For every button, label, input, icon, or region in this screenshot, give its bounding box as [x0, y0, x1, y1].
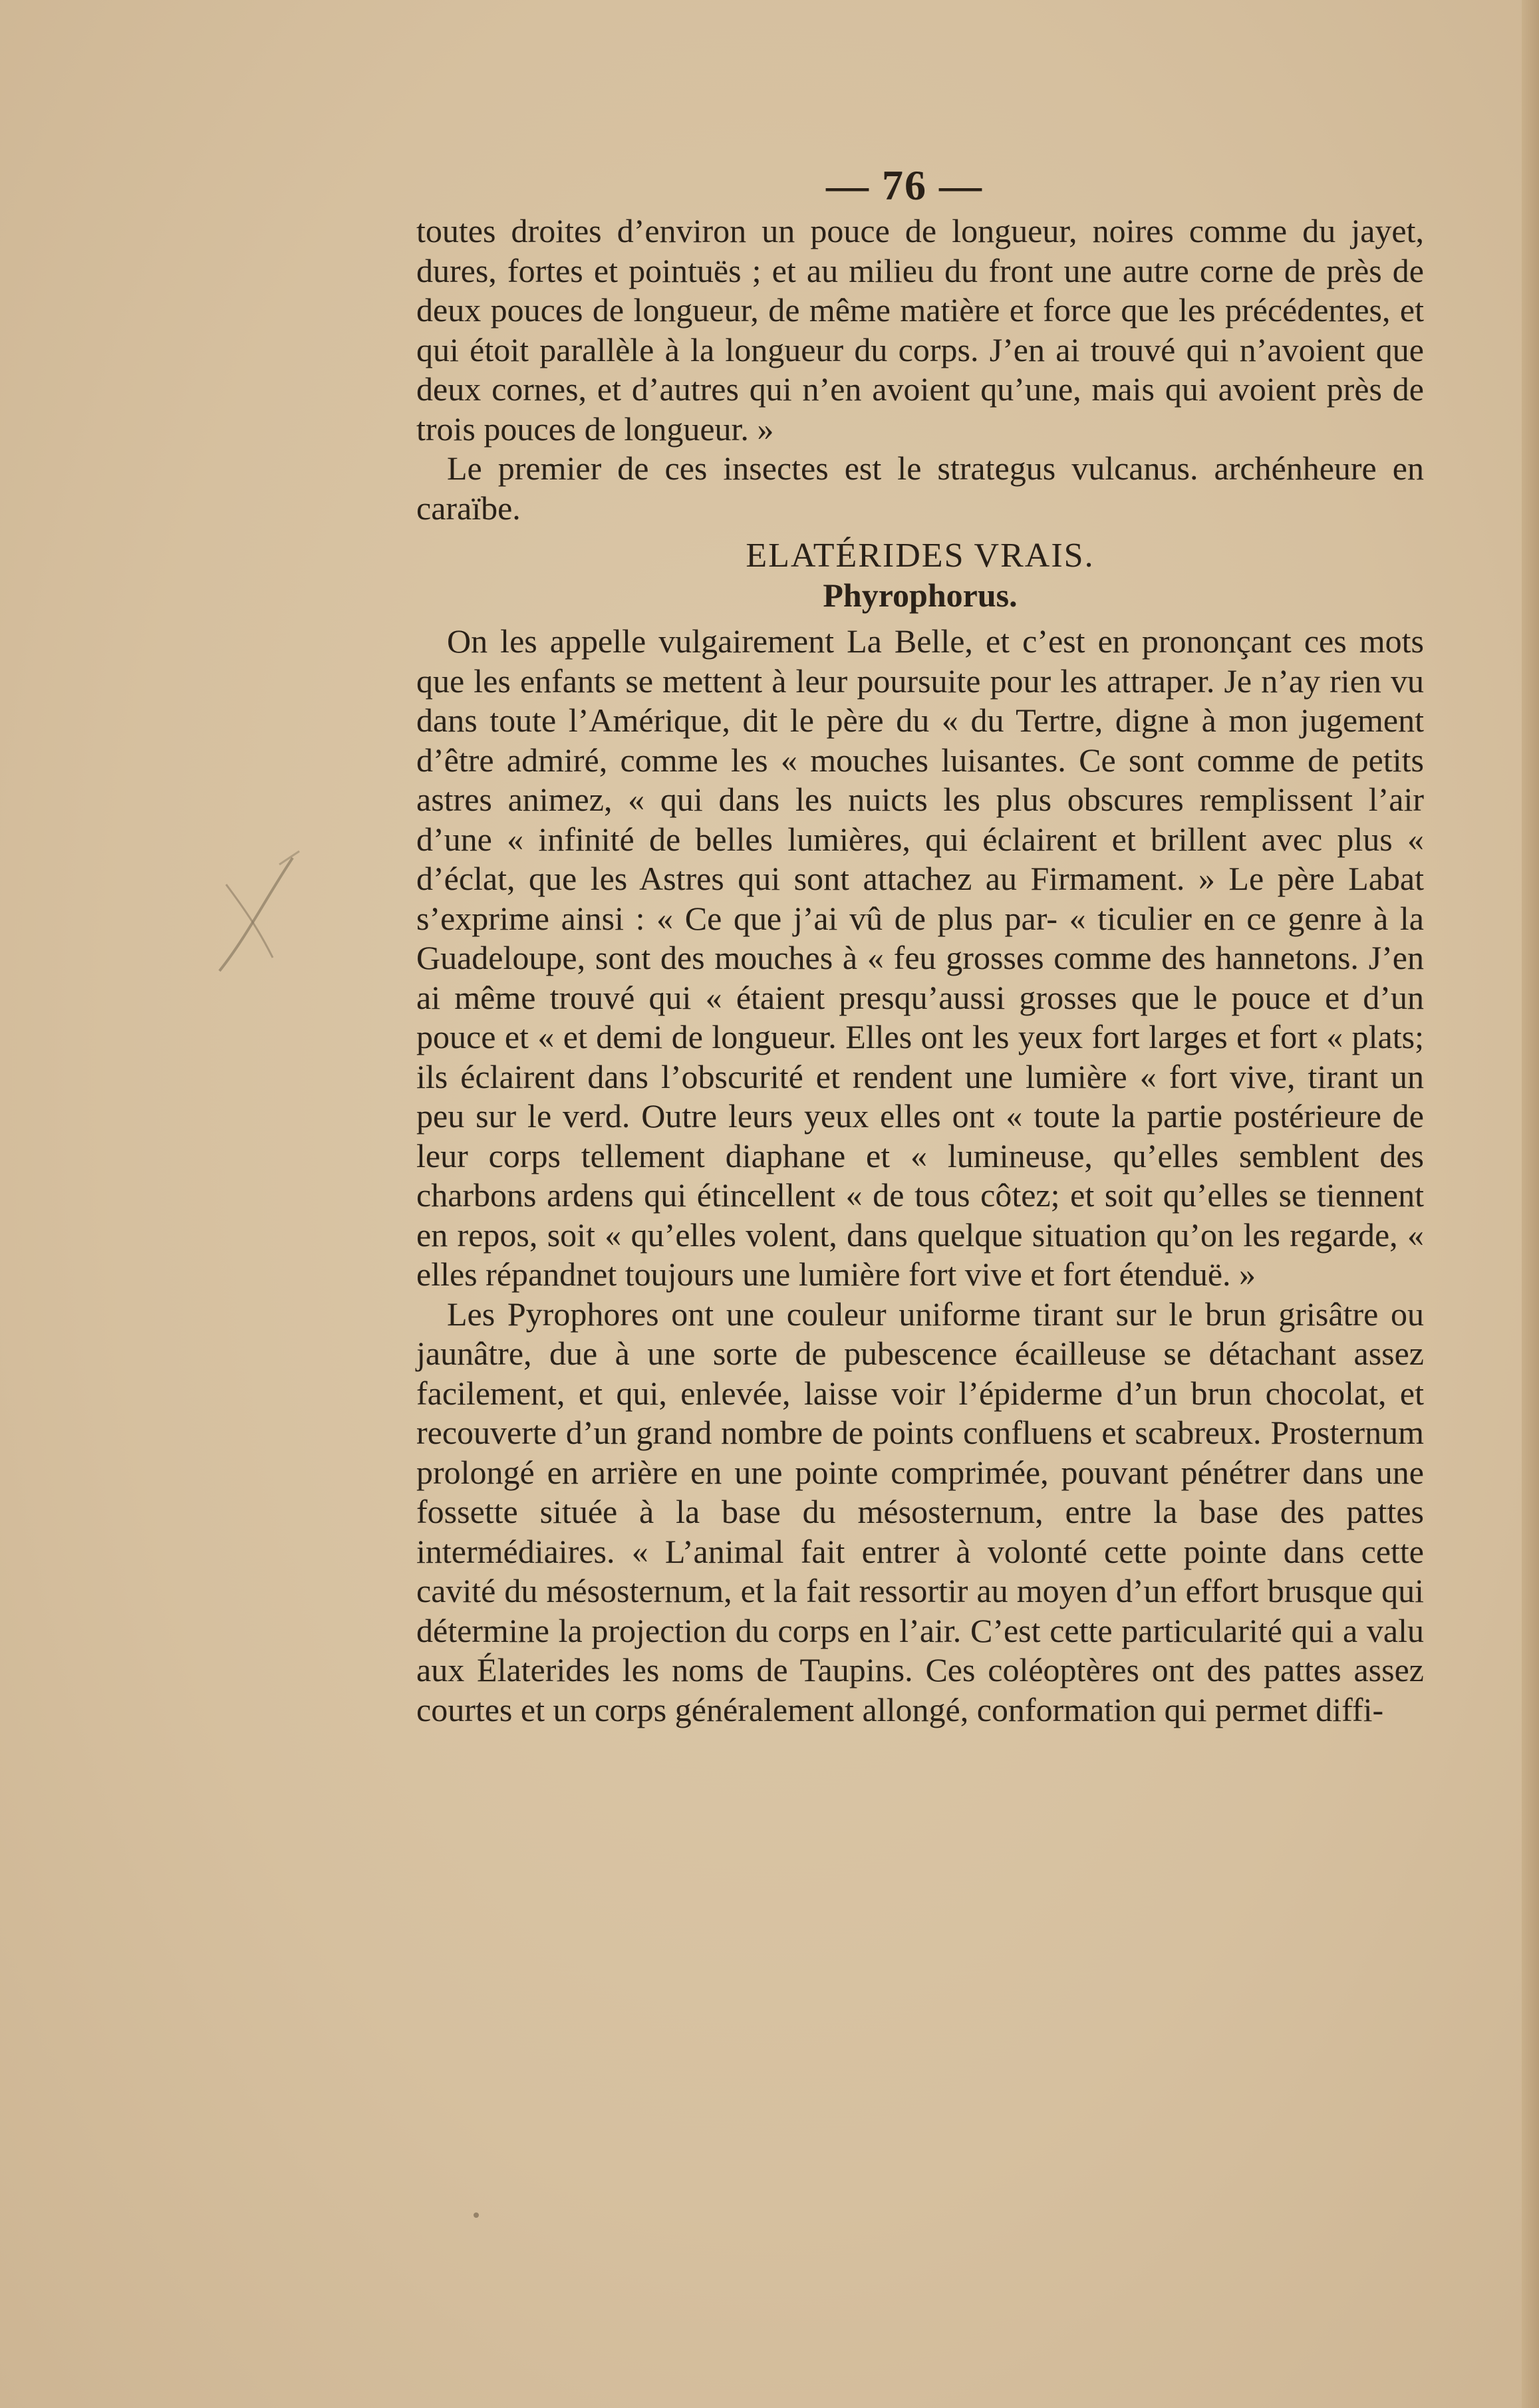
paragraph: Les Pyrophores ont une couleur uniforme tirant sur le brun grisâtre ou jaunâtre, due à une sorte de pubescence écailleuse se détachant assez facilement, et qui, enlevée, laisse voir l’épiderme d’un brun chocolat, et recouverte d’un grand nombre de points confluens et scabreux. Prosternum prolongé en arrière en une pointe comprimée, pouvant pénétrer dans une fossette située à la base du mésosternum, entre la base des pattes intermédiaires. « L’animal fait entrer à volonté cette pointe dans cette cavité du mésosternum, et la fait ressortir au moyen d’un effort brusque qui détermine la projection du corps en l’air. C’est cette particularité qui a valu aux Élaterides les noms de Taupins. Ces coléoptères ont des pattes assez courtes et un corps généralement allongé, conformation qui permet diffi-: [416, 1295, 1424, 1728]
section-heading: ELATÉRIDES VRAIS.: [746, 537, 1095, 575]
paragraph: On les appelle vulgairement La Belle, et c’est en prononçant ces mots que les enfants se mettent à leur poursuite pour les attraper. Je n’ay rien vu dans toute l’Amérique, dit le père du « du Tertre, digne à mon jugement d’être admiré, comme les « mouches luisantes. Ce sont comme de petits astres animez, « qui dans les nuicts les plus obscures remplissent l’air d’une « infinité de belles lumières, qui éclairent et brillent avec plus « d’éclat, que les Astres qui sont attachez au Firmament. » Le père Labat s’exprime ainsi : « Ce que j’ai vû de plus par- « ticulier en ce genre à la Guadeloupe, sont des mouches à « feu grosses comme des hannetons. J’en ai même trouvé qui « étaient presqu’aussi grosses que le pouce et d’un pouce et « et demi de longueur. Elles ont les yeux fort larges et fort « plats; ils éclairent dans l’obscurité et rendent une lumière « fort vive, tirant un peu sur le verd. Outre leurs yeux elles ont « toute la partie postérieure de leur corps tellement diaphane et « lumineuse, qu’elles semblent des charbons ardens qui étincellent « de tous côtez; et soit qu’elles se tiennent en repos, soit « qu’elles volent, dans quelque situation qu’on les regarde, « elles répandnet toujours une lumière fort vive et fort étenduë. »: [416, 622, 1424, 1293]
paragraph: toutes droites d’environ un pouce de longueur, noires comme du jayet, dures, fortes et pointuës ; et au milieu du front une autre corne de près de deux pouces de longueur, de même matière et force que les précédentes, et qui étoit parallèle à la longueur du corps. J’en ai trouvé qui n’avoient que deux cornes, et d’autres qui n’en avoient qu’une, mais qui avoient près de trois pouces de longueur. »: [416, 212, 1424, 448]
section-subheading: Phyrophorus.: [823, 576, 1018, 614]
paragraph: Le premier de ces insectes est le strategus vulcanus. archénheure en caraïbe.: [416, 450, 1424, 527]
body-text: [416, 211, 1424, 1730]
page-edge-shadow: [1522, 0, 1539, 2408]
page-number: — 76 —: [826, 162, 983, 209]
handwritten-mark-icon: [200, 845, 306, 978]
page-speck: [474, 2212, 479, 2218]
